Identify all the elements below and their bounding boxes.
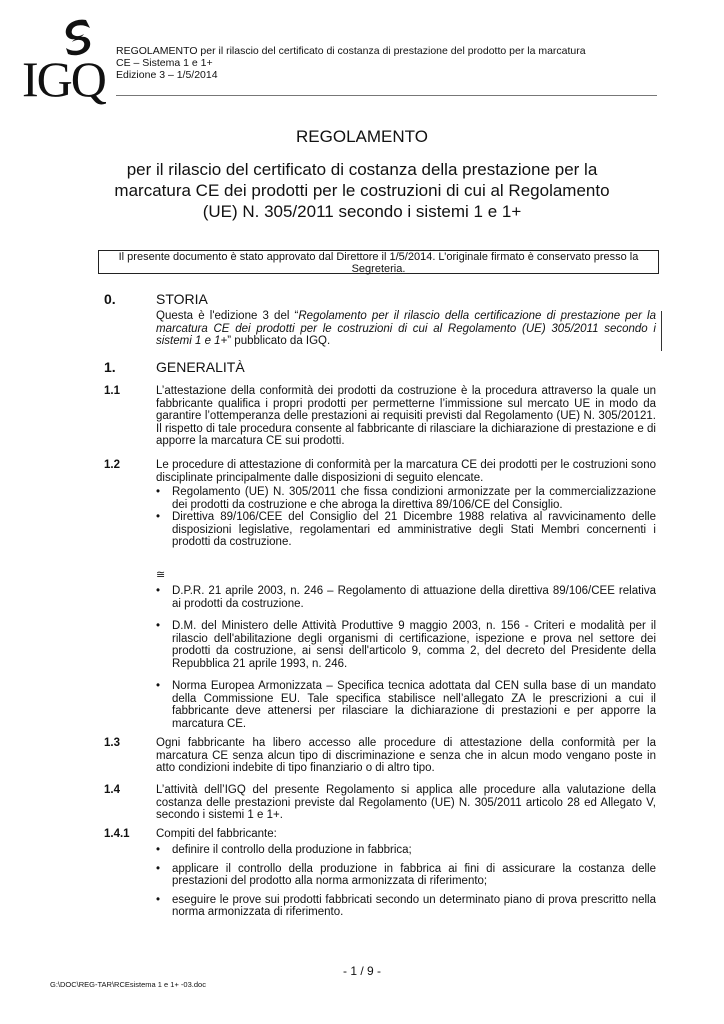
header-line-3: Edizione 3 – 1/5/2014 — [116, 69, 218, 81]
para-1-4-1-number: 1.4.1 — [104, 828, 130, 840]
list-item: • D.P.R. 21 aprile 2003, n. 246 – Regolamento di attuazione della direttiva 89/106/CEE relativa ai prodotti da costruzione. — [156, 585, 656, 610]
list-item: • applicare il controllo della produzione in fabbrica ai fini di assicurare la costanza delle prestazioni del prodotto alla norma armonizzata di riferimento; — [156, 862, 656, 887]
header-divider — [116, 95, 657, 96]
para-1-4-number: 1.4 — [104, 784, 120, 796]
section-0-text — [156, 310, 656, 348]
para-1-2-text: Le procedure di attestazione di conformità per la marcatura CE dei prodotti per le costruzioni sono disciplinate principalmente dalle disposizioni di seguito elencate. — [156, 459, 656, 484]
list-item: • D.M. del Ministero delle Attività Produttive 9 maggio 2003, n. 156 - Criteri e modalità per il rilascio dell'abilitazione degli organismi di certificazione, ispezione e prova nel settore dei prodotti da costruzione, ai sensi dell'articolo 9, comma 2, del decreto del Presidente della Repubblica 21 aprile 1993, n. 246. — [156, 620, 656, 670]
list-item: • eseguire le prove sui prodotti fabbricati secondo un determinato piano di prova prescritto nella norma armonizzata di riferimento. — [156, 893, 656, 918]
para-1-3-text: Ogni fabbricante ha libero accesso alle procedure di attestazione della conformità per la marcatura CE senza alcun tipo di discriminazione e senza che in alcun modo vengano poste in atto condizioni indebite di tipo finanziario o di altro tipo. — [156, 737, 656, 774]
list-item: • definire il controllo della produzione in fabbrica; — [156, 844, 412, 856]
para-1-2-list-b — [156, 585, 656, 730]
section-0-title: STORIA — [156, 291, 208, 307]
para-1-2-number: 1.2 — [104, 459, 120, 471]
para-1-1-number: 1.1 — [104, 385, 120, 397]
section-0-number: 0. — [104, 291, 116, 307]
list-item: • Direttiva 89/106/CEE del Consiglio del 21 Dicembre 1988 relativa al ravvicinamento delle disposizioni legislative, regolamentari ed amministrative degli Stati Membri concernenti i prodotti da costruzione. — [156, 511, 656, 548]
logo-text: IGQ — [22, 51, 105, 107]
file-path: G:\DOC\REG-TAR\RCEsistema 1 e 1+ -03.doc — [50, 980, 206, 989]
list-symbol: ≅ — [156, 569, 166, 581]
para-1-3-number: 1.3 — [104, 737, 120, 749]
para-1-2-list-a — [156, 486, 656, 549]
para-1-4-1-text: Compiti del fabbricante: — [156, 828, 277, 840]
header-line-2: CE – Sistema 1 e 1+ — [116, 57, 213, 69]
history-text-italic: Regolamento per il rilascio della certificazione di prestazione per la marcatura CE dei prodotti per le costruzioni di cui al Regolamento (UE) 305/2011 secondo i sistemi 1 e 1+ — [156, 310, 656, 347]
approval-notice: Il presente documento è stato approvato dal Direttore il 1/5/2014. L’originale firmato è conservato presso la Segreteria. — [98, 250, 659, 274]
document-subtitle: per il rilascio del certificato di costanza della prestazione per la marcatura CE dei prodotti per le costruzioni di cui al Regolamento (UE) N. 305/2011 secondo i sistemi 1 e 1+ — [114, 160, 610, 221]
section-1-number: 1. — [104, 359, 116, 375]
section-1-title: GENERALITÀ — [156, 359, 245, 375]
para-1-4-1-list — [156, 844, 656, 919]
igq-logo — [22, 18, 118, 107]
revision-bar — [661, 311, 662, 351]
document-header — [116, 45, 661, 81]
history-text-post: ” pubblicato da IGQ. — [227, 335, 331, 347]
history-text-pre: Questa è l'edizione 3 del “ — [156, 310, 299, 322]
page-number: - 1 / 9 - — [342, 964, 381, 978]
list-item: • Norma Europea Armonizzata – Specifica tecnica adottata dal CEN sulla base di un mandato della Commissione EU. Tale specifica stabilisce nell’allegato ZA le prescrizioni a cui il fabbricante deve attenersi per rilasciare la dichiarazione di prestazioni e per apporre la marcatura CE. — [156, 680, 656, 730]
document-title: REGOLAMENTO — [296, 127, 428, 146]
para-1-1-text: L’attestazione della conformità dei prodotti da costruzione è la procedura attraverso la quale un fabbricante qualifica i propri prodotti per permetterne l’immissione sul mercato UE in modo da garantire l’ottemperanza delle prestazioni ai requisiti previsti dal Regolamento (UE) N. 305/20121. Il rispetto di tale procedura consente al fabbricante di rilasciare la dichiarazione di prestazione e di apporre la marcatura CE sui prodotti. — [156, 385, 656, 447]
header-line-1: REGOLAMENTO per il rilascio del certificato di costanza di prestazione del prodotto per la marcatura — [116, 45, 586, 57]
list-item: • Regolamento (UE) N. 305/2011 che fissa condizioni armonizzate per la commercializzazione dei prodotti da costruzione e che abroga la direttiva 89/106/CE del Consiglio. — [156, 486, 656, 511]
para-1-4-text: L’attività dell’IGQ del presente Regolamento si applica alle procedure alla valutazione della costanza delle prestazioni previste dal Regolamento (UE) N. 305/2011 articolo 28 ed Allegato V, secondo i sistemi 1 e 1+. — [156, 784, 656, 821]
